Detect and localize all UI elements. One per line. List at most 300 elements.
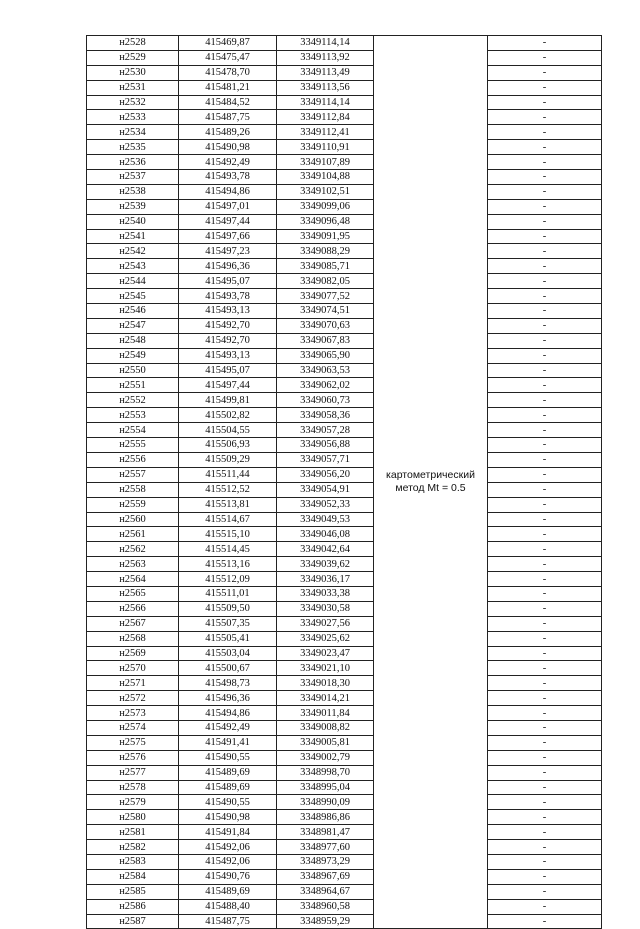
point-id-cell: н2549 (87, 348, 179, 363)
coord-x-cell: 415500,67 (179, 661, 277, 676)
method-cell (374, 36, 488, 929)
point-id-cell: н2536 (87, 155, 179, 170)
coord-x-cell: 415515,10 (179, 527, 277, 542)
coord-y-cell: 3349056,88 (277, 438, 374, 453)
point-id-cell: н2560 (87, 512, 179, 527)
coord-x-cell: 415514,67 (179, 512, 277, 527)
coord-x-cell: 415494,86 (179, 706, 277, 721)
coord-x-cell: 415487,75 (179, 914, 277, 929)
coord-x-cell: 415497,44 (179, 214, 277, 229)
table-row (87, 452, 602, 467)
table-row (87, 676, 602, 691)
coord-x-cell: 415484,52 (179, 95, 277, 110)
note-cell: - (488, 735, 602, 750)
coord-x-cell: 415503,04 (179, 646, 277, 661)
table-row (87, 423, 602, 438)
point-id-cell: н2553 (87, 408, 179, 423)
point-id-cell: н2574 (87, 720, 179, 735)
coord-x-cell: 415498,73 (179, 676, 277, 691)
table-row (87, 229, 602, 244)
coord-y-cell: 3349036,17 (277, 572, 374, 587)
coord-x-cell: 415495,07 (179, 363, 277, 378)
note-cell: - (488, 214, 602, 229)
point-id-cell: н2565 (87, 586, 179, 601)
note-cell: - (488, 661, 602, 676)
coord-x-cell: 415489,26 (179, 125, 277, 140)
note-cell: - (488, 631, 602, 646)
coord-y-cell: 3349021,10 (277, 661, 374, 676)
coord-x-cell: 415497,44 (179, 378, 277, 393)
note-cell: - (488, 914, 602, 929)
table-row (87, 318, 602, 333)
coord-y-cell: 3349113,92 (277, 50, 374, 65)
table-row (87, 378, 602, 393)
point-id-cell: н2538 (87, 184, 179, 199)
point-id-cell: н2567 (87, 616, 179, 631)
note-cell: - (488, 601, 602, 616)
coord-y-cell: 3349014,21 (277, 691, 374, 706)
table-row (87, 36, 602, 51)
coord-x-cell: 415502,82 (179, 408, 277, 423)
table-row (87, 810, 602, 825)
coord-y-cell: 3349005,81 (277, 735, 374, 750)
note-cell: - (488, 750, 602, 765)
point-id-cell: н2530 (87, 65, 179, 80)
coord-y-cell: 3349011,84 (277, 706, 374, 721)
coord-y-cell: 3349052,33 (277, 497, 374, 512)
point-id-cell: н2531 (87, 80, 179, 95)
table-row (87, 95, 602, 110)
table-row (87, 825, 602, 840)
coord-x-cell: 415492,70 (179, 318, 277, 333)
note-cell: - (488, 467, 602, 482)
note-cell: - (488, 259, 602, 274)
coord-y-cell: 3349065,90 (277, 348, 374, 363)
note-cell: - (488, 304, 602, 319)
point-id-cell: н2579 (87, 795, 179, 810)
table-row (87, 467, 602, 482)
coord-y-cell: 3349042,64 (277, 542, 374, 557)
method-accuracy-text: метод Mt = 0.5 (395, 482, 466, 495)
coord-x-cell: 415488,40 (179, 899, 277, 914)
table-row (87, 706, 602, 721)
table-row (87, 512, 602, 527)
table-row (87, 408, 602, 423)
coord-y-cell: 3349039,62 (277, 557, 374, 572)
coord-x-cell: 415490,55 (179, 795, 277, 810)
note-cell: - (488, 810, 602, 825)
point-id-cell: н2577 (87, 765, 179, 780)
table-row (87, 393, 602, 408)
coord-x-cell: 415475,47 (179, 50, 277, 65)
note-cell: - (488, 155, 602, 170)
table-row (87, 735, 602, 750)
point-id-cell: н2581 (87, 825, 179, 840)
coord-y-cell: 3349030,58 (277, 601, 374, 616)
point-id-cell: н2556 (87, 452, 179, 467)
point-id-cell: н2570 (87, 661, 179, 676)
table-row (87, 840, 602, 855)
point-id-cell: н2569 (87, 646, 179, 661)
point-id-cell: н2559 (87, 497, 179, 512)
coord-y-cell: 3349067,83 (277, 333, 374, 348)
table-row (87, 884, 602, 899)
table-row (87, 125, 602, 140)
table-row (87, 438, 602, 453)
table-row (87, 601, 602, 616)
point-id-cell: н2547 (87, 318, 179, 333)
coord-y-cell: 3349054,91 (277, 482, 374, 497)
point-id-cell: н2540 (87, 214, 179, 229)
note-cell: - (488, 512, 602, 527)
point-id-cell: н2548 (87, 333, 179, 348)
coord-y-cell: 3349114,14 (277, 95, 374, 110)
table-row (87, 333, 602, 348)
coord-y-cell: 3349046,08 (277, 527, 374, 542)
note-cell: - (488, 527, 602, 542)
note-cell: - (488, 184, 602, 199)
note-cell: - (488, 691, 602, 706)
coord-y-cell: 3349062,02 (277, 378, 374, 393)
note-cell: - (488, 854, 602, 869)
coord-y-cell: 3349027,56 (277, 616, 374, 631)
table-row (87, 646, 602, 661)
coord-x-cell: 415478,70 (179, 65, 277, 80)
coord-y-cell: 3348967,69 (277, 869, 374, 884)
note-cell: - (488, 125, 602, 140)
point-id-cell: н2546 (87, 304, 179, 319)
point-id-cell: н2563 (87, 557, 179, 572)
point-id-cell: н2571 (87, 676, 179, 691)
table-row (87, 780, 602, 795)
point-id-cell: н2541 (87, 229, 179, 244)
note-cell: - (488, 274, 602, 289)
table-row (87, 65, 602, 80)
coord-y-cell: 3348990,09 (277, 795, 374, 810)
coord-y-cell: 3349085,71 (277, 259, 374, 274)
table-row (87, 482, 602, 497)
note-cell: - (488, 869, 602, 884)
point-id-cell: н2532 (87, 95, 179, 110)
coord-x-cell: 415489,69 (179, 765, 277, 780)
note-cell: - (488, 840, 602, 855)
coord-x-cell: 415492,06 (179, 840, 277, 855)
coord-y-cell: 3349107,89 (277, 155, 374, 170)
table-row (87, 854, 602, 869)
note-cell: - (488, 572, 602, 587)
coord-x-cell: 415497,01 (179, 199, 277, 214)
note-cell: - (488, 720, 602, 735)
point-id-cell: н2587 (87, 914, 179, 929)
table-row (87, 557, 602, 572)
point-id-cell: н2557 (87, 467, 179, 482)
table-row (87, 691, 602, 706)
note-cell: - (488, 438, 602, 453)
coord-y-cell: 3349088,29 (277, 244, 374, 259)
table-row (87, 289, 602, 304)
coord-y-cell: 3349002,79 (277, 750, 374, 765)
note-cell: - (488, 36, 602, 51)
coord-x-cell: 415493,78 (179, 289, 277, 304)
note-cell: - (488, 80, 602, 95)
point-id-cell: н2573 (87, 706, 179, 721)
note-cell: - (488, 706, 602, 721)
note-cell: - (488, 676, 602, 691)
point-id-cell: н2586 (87, 899, 179, 914)
point-id-cell: н2552 (87, 393, 179, 408)
coord-x-cell: 415490,76 (179, 869, 277, 884)
coord-y-cell: 3349112,41 (277, 125, 374, 140)
point-id-cell: н2529 (87, 50, 179, 65)
note-cell: - (488, 408, 602, 423)
point-id-cell: н2578 (87, 780, 179, 795)
coord-y-cell: 3349018,30 (277, 676, 374, 691)
table-row (87, 274, 602, 289)
coord-y-cell: 3349113,56 (277, 80, 374, 95)
note-cell: - (488, 780, 602, 795)
note-cell: - (488, 363, 602, 378)
table-row (87, 155, 602, 170)
point-id-cell: н2580 (87, 810, 179, 825)
coord-y-cell: 3349057,71 (277, 452, 374, 467)
coord-y-cell: 3349056,20 (277, 467, 374, 482)
coord-x-cell: 415489,69 (179, 780, 277, 795)
note-cell: - (488, 586, 602, 601)
note-cell: - (488, 95, 602, 110)
point-id-cell: н2554 (87, 423, 179, 438)
coord-y-cell: 3349082,05 (277, 274, 374, 289)
coord-x-cell: 415493,13 (179, 304, 277, 319)
coord-x-cell: 415512,09 (179, 572, 277, 587)
table-row (87, 631, 602, 646)
coord-y-cell: 3348973,29 (277, 854, 374, 869)
coord-y-cell: 3348959,29 (277, 914, 374, 929)
coord-y-cell: 3348995,04 (277, 780, 374, 795)
coord-x-cell: 415492,49 (179, 155, 277, 170)
table-row (87, 110, 602, 125)
coord-x-cell: 415497,66 (179, 229, 277, 244)
note-cell: - (488, 765, 602, 780)
table-row (87, 170, 602, 185)
note-cell: - (488, 497, 602, 512)
table-row (87, 572, 602, 587)
point-id-cell: н2551 (87, 378, 179, 393)
coordinates-table-body (87, 36, 602, 929)
note-cell: - (488, 110, 602, 125)
method-name-text: картометрический (386, 469, 475, 482)
coord-x-cell: 415505,41 (179, 631, 277, 646)
coord-x-cell: 415492,70 (179, 333, 277, 348)
note-cell: - (488, 795, 602, 810)
coord-y-cell: 3349049,53 (277, 512, 374, 527)
note-cell: - (488, 393, 602, 408)
coord-y-cell: 3349077,52 (277, 289, 374, 304)
point-id-cell: н2575 (87, 735, 179, 750)
coord-y-cell: 3349112,84 (277, 110, 374, 125)
coord-x-cell: 415496,36 (179, 691, 277, 706)
table-row (87, 80, 602, 95)
note-cell: - (488, 229, 602, 244)
table-row (87, 765, 602, 780)
coord-x-cell: 415489,69 (179, 884, 277, 899)
table-row (87, 50, 602, 65)
point-id-cell: н2562 (87, 542, 179, 557)
coord-y-cell: 3349008,82 (277, 720, 374, 735)
coord-y-cell: 3349104,88 (277, 170, 374, 185)
coord-x-cell: 415481,21 (179, 80, 277, 95)
point-id-cell: н2583 (87, 854, 179, 869)
table-row (87, 348, 602, 363)
table-row (87, 244, 602, 259)
table-row (87, 899, 602, 914)
coord-y-cell: 3349114,14 (277, 36, 374, 51)
coord-x-cell: 415469,87 (179, 36, 277, 51)
coord-x-cell: 415507,35 (179, 616, 277, 631)
point-id-cell: н2584 (87, 869, 179, 884)
note-cell: - (488, 50, 602, 65)
note-cell: - (488, 825, 602, 840)
point-id-cell: н2537 (87, 170, 179, 185)
point-id-cell: н2535 (87, 140, 179, 155)
point-id-cell: н2545 (87, 289, 179, 304)
point-id-cell: н2539 (87, 199, 179, 214)
table-row (87, 497, 602, 512)
coord-y-cell: 3348998,70 (277, 765, 374, 780)
point-id-cell: н2564 (87, 572, 179, 587)
coord-y-cell: 3349025,62 (277, 631, 374, 646)
coord-x-cell: 415499,81 (179, 393, 277, 408)
point-id-cell: н2576 (87, 750, 179, 765)
note-cell: - (488, 557, 602, 572)
note-cell: - (488, 482, 602, 497)
coord-x-cell: 415493,78 (179, 170, 277, 185)
coord-x-cell: 415490,98 (179, 140, 277, 155)
coord-x-cell: 415492,06 (179, 854, 277, 869)
note-cell: - (488, 199, 602, 214)
coord-x-cell: 415514,45 (179, 542, 277, 557)
note-cell: - (488, 244, 602, 259)
note-cell: - (488, 318, 602, 333)
coord-y-cell: 3349091,95 (277, 229, 374, 244)
coord-x-cell: 415494,86 (179, 184, 277, 199)
coord-x-cell: 415491,41 (179, 735, 277, 750)
coord-x-cell: 415512,52 (179, 482, 277, 497)
coord-x-cell: 415490,98 (179, 810, 277, 825)
coord-y-cell: 3349074,51 (277, 304, 374, 319)
note-cell: - (488, 899, 602, 914)
coord-x-cell: 415506,93 (179, 438, 277, 453)
note-cell: - (488, 65, 602, 80)
point-id-cell: н2582 (87, 840, 179, 855)
table-row (87, 661, 602, 676)
note-cell: - (488, 333, 602, 348)
coord-y-cell: 3349063,53 (277, 363, 374, 378)
point-id-cell: н2528 (87, 36, 179, 51)
note-cell: - (488, 140, 602, 155)
table-row (87, 869, 602, 884)
point-id-cell: н2550 (87, 363, 179, 378)
coord-y-cell: 3349096,48 (277, 214, 374, 229)
coord-y-cell: 3348960,58 (277, 899, 374, 914)
table-row (87, 527, 602, 542)
coord-x-cell: 415504,55 (179, 423, 277, 438)
coord-y-cell: 3348964,67 (277, 884, 374, 899)
note-cell: - (488, 884, 602, 899)
coord-x-cell: 415509,50 (179, 601, 277, 616)
point-id-cell: н2534 (87, 125, 179, 140)
point-id-cell: н2585 (87, 884, 179, 899)
note-cell: - (488, 452, 602, 467)
coord-y-cell: 3348981,47 (277, 825, 374, 840)
coord-y-cell: 3348977,60 (277, 840, 374, 855)
point-id-cell: н2542 (87, 244, 179, 259)
note-cell: - (488, 423, 602, 438)
coord-x-cell: 415493,13 (179, 348, 277, 363)
coord-x-cell: 415513,81 (179, 497, 277, 512)
coord-x-cell: 415513,16 (179, 557, 277, 572)
coord-y-cell: 3349057,28 (277, 423, 374, 438)
coord-y-cell: 3349023,47 (277, 646, 374, 661)
scan-header-noise (0, 6, 640, 14)
coord-y-cell: 3349033,38 (277, 586, 374, 601)
point-id-cell: н2572 (87, 691, 179, 706)
note-cell: - (488, 646, 602, 661)
point-id-cell: н2561 (87, 527, 179, 542)
coord-x-cell: 415497,23 (179, 244, 277, 259)
table-row (87, 199, 602, 214)
table-row (87, 586, 602, 601)
table-row (87, 795, 602, 810)
point-id-cell: н2544 (87, 274, 179, 289)
point-id-cell: н2543 (87, 259, 179, 274)
coord-y-cell: 3349113,49 (277, 65, 374, 80)
coordinates-table (86, 35, 602, 929)
coord-x-cell: 415496,36 (179, 259, 277, 274)
coord-y-cell: 3349110,91 (277, 140, 374, 155)
coord-y-cell: 3349058,36 (277, 408, 374, 423)
table-row (87, 304, 602, 319)
coord-x-cell: 415487,75 (179, 110, 277, 125)
table-row (87, 616, 602, 631)
coord-x-cell: 415509,29 (179, 452, 277, 467)
coord-x-cell: 415492,49 (179, 720, 277, 735)
note-cell: - (488, 170, 602, 185)
coord-y-cell: 3349099,06 (277, 199, 374, 214)
coord-y-cell: 3349070,63 (277, 318, 374, 333)
point-id-cell: н2555 (87, 438, 179, 453)
point-id-cell: н2568 (87, 631, 179, 646)
table-row (87, 363, 602, 378)
coord-y-cell: 3349060,73 (277, 393, 374, 408)
table-row (87, 750, 602, 765)
point-id-cell: н2558 (87, 482, 179, 497)
note-cell: - (488, 542, 602, 557)
table-row (87, 214, 602, 229)
coord-x-cell: 415490,55 (179, 750, 277, 765)
point-id-cell: н2533 (87, 110, 179, 125)
note-cell: - (488, 348, 602, 363)
coord-x-cell: 415495,07 (179, 274, 277, 289)
note-cell: - (488, 289, 602, 304)
table-row (87, 542, 602, 557)
table-row (87, 140, 602, 155)
coord-y-cell: 3348986,86 (277, 810, 374, 825)
table-row (87, 720, 602, 735)
coord-x-cell: 415511,01 (179, 586, 277, 601)
coord-y-cell: 3349102,51 (277, 184, 374, 199)
table-row (87, 914, 602, 929)
coord-x-cell: 415511,44 (179, 467, 277, 482)
